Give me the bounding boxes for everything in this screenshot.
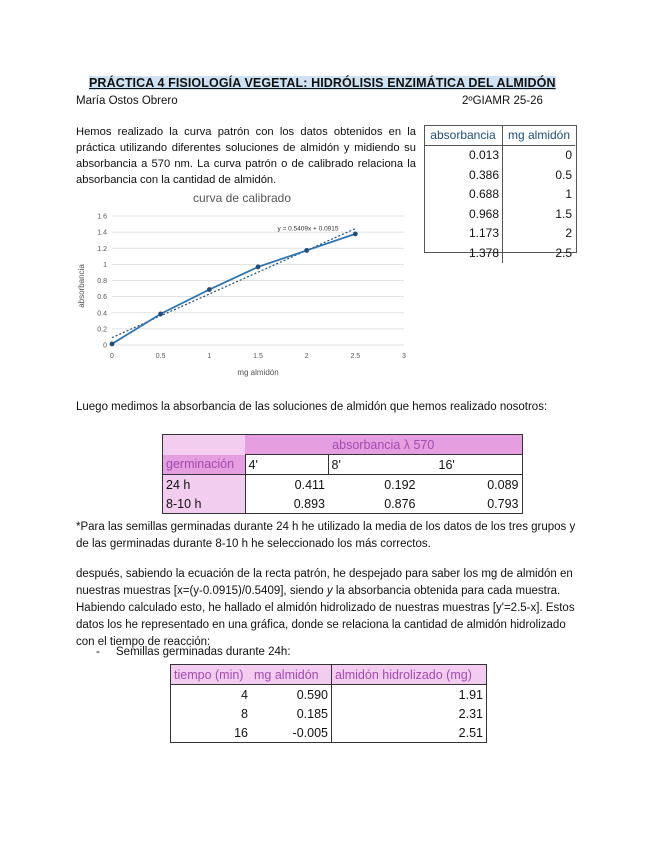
chart-y-tick-label: 1.4	[97, 229, 107, 237]
chart-y-tick-label: 0.4	[97, 310, 107, 318]
hydrolysis-cell: 0.590	[296, 687, 328, 702]
hydrolysis-cell: 8	[171, 704, 252, 723]
document-title: PRÁCTICA 4 FISIOLOGÍA VEGETAL: HIDRÓLISIS ENZIMÁTICA DEL ALMIDÓN	[89, 76, 556, 90]
hydrolysis-cell: -0.005	[251, 723, 332, 743]
calibration-starch-cell: 1	[565, 187, 572, 202]
chart-x-tick-label: 3	[402, 353, 406, 360]
germination-header: germinación	[163, 455, 246, 475]
chart-y-tick-label: 0.8	[97, 278, 107, 285]
col-header-4: 4'	[245, 455, 328, 475]
bullet-item	[96, 646, 291, 658]
chart-x-tick-label: 2	[304, 353, 309, 360]
hydrolysis-row	[171, 685, 487, 705]
bullet-text: Semillas germinadas durante 24h:	[116, 646, 291, 658]
chart-y-tick-label: 1.2	[97, 245, 107, 253]
calibration-absorbance-cell: 0.386	[424, 165, 503, 185]
chart-data-point	[353, 231, 358, 236]
calibration-row	[424, 185, 575, 205]
hydrolysis-header-starch: mg almidón	[251, 665, 332, 685]
chart-data-point	[304, 248, 309, 253]
method-italic: y	[326, 585, 333, 597]
chart-x-ticks	[110, 353, 406, 360]
chart-y-tick-label: 1	[103, 261, 107, 269]
calibration-header-starch: mg almidón	[503, 125, 576, 145]
calibration-row	[424, 243, 575, 263]
chart-y-ticks	[97, 214, 107, 350]
chart-trendline-label: y = 0.5409x + 0.0915	[277, 225, 339, 233]
chart-y-tick-label: 0	[103, 342, 107, 350]
chart-data-point	[110, 342, 115, 347]
measure-intro: Luego medimos la absorbancia de las soluciones de almidón que hemos realizado nosotros:	[76, 401, 548, 413]
chart-y-tick-label: 0.6	[97, 294, 107, 302]
chart-y-tick-label: 0.2	[97, 326, 107, 334]
hydrolysis-cell: 0.185	[296, 706, 328, 721]
footnote: *Para las semillas germinadas durante 24 h he utilizado la media de los datos de los tres grupos y de las germinadas durante 8-10 h he seleccionado los más correctos.	[76, 521, 576, 550]
absorbance-value-cell: 0.411	[245, 475, 328, 495]
hydrolysis-cell: 2.31	[332, 704, 487, 723]
col-header-16: 16'	[419, 455, 523, 475]
absorbance-value-cell: 0.089	[419, 475, 523, 495]
hydrolysis-cell: 4	[171, 685, 252, 705]
calibration-starch-cell: 2	[565, 226, 572, 241]
chart-grid	[112, 216, 404, 345]
calibration-starch-cell: 1.5	[555, 206, 572, 221]
calibration-table	[424, 125, 575, 263]
method-part2: la absorbancia obtenida para cada muestra. Habiendo calculado esto, he hallado el almidón hidrolizado de nuestras muestras [y'=2.5-x]. Estos datos los he representado en una gráfica, donde se relaciona la cantidad de almidón hidrolizado con el tiempo de reacción:	[76, 585, 575, 648]
absorbance-value-cell: 0.793	[419, 494, 523, 514]
absorbance-value-cell: 0.876	[328, 494, 419, 514]
hydrolysis-row	[171, 723, 487, 743]
chart-series-line	[112, 234, 355, 344]
calibration-absorbance-cell: 0.968	[424, 204, 503, 224]
chart-x-axis-label: mg almidón	[237, 368, 279, 377]
absorbance-row-label: 24 h	[163, 475, 246, 495]
chart-x-tick-label: 1	[207, 353, 212, 360]
hydrolysis-header-time: tiempo (min)	[171, 665, 252, 685]
chart-y-axis-label: absorbancia	[77, 264, 86, 308]
method-paragraph	[76, 566, 578, 651]
absorbance-row	[163, 475, 523, 495]
calibration-absorbance-cell: 0.013	[424, 145, 503, 165]
hydrolysis-row	[171, 704, 487, 723]
calibration-absorbance-cell: 1.173	[424, 224, 503, 244]
calibration-row	[424, 145, 575, 165]
chart-data-point	[158, 311, 163, 316]
bullet-marker: -	[96, 646, 100, 658]
intro-paragraph: Hemos realizado la curva patrón con los datos obtenidos en la práctica utilizando diferentes soluciones de almidón y midiendo su absorbancia a 570 nm. La curva patrón o de calibrado relaciona la absorbancia con la cantidad de almidón.	[76, 126, 416, 186]
chart-x-tick-label: 0.5	[155, 353, 166, 360]
absorbance-table	[162, 434, 523, 514]
author-name: María Ostos Obrero	[76, 95, 178, 107]
chart-title: curva de calibrado	[192, 191, 292, 205]
calibration-chart	[70, 186, 420, 386]
course-label: 2ºGIAMR 25-26	[462, 95, 543, 107]
absorbance-value-cell: 0.893	[245, 494, 328, 514]
calibration-row	[424, 165, 575, 185]
absorbance-row	[163, 494, 523, 514]
hydrolysis-cell: 2.51	[332, 723, 487, 743]
chart-data-point	[207, 287, 212, 292]
calibration-starch-cell: 2.5	[555, 245, 572, 260]
hydrolysis-table	[170, 664, 487, 743]
hydrolysis-cell: 1.91	[332, 685, 487, 705]
col-header-8: 8'	[328, 455, 419, 475]
absorbance-group-header: absorbancia λ 570	[245, 435, 522, 455]
hydrolysis-header-hydrolyzed: almidón hidrolizado (mg)	[332, 665, 487, 685]
method-part1: después, sabiendo la ecuación de la recta patrón, he despejado para saber los mg de almidón en nuestras muestras [x=(y-0.0915)/0.5409], siendo	[76, 568, 573, 597]
chart-x-tick-label: 0	[110, 353, 114, 360]
calibration-header-absorbance: absorbancia	[424, 125, 503, 145]
chart-y-tick-label: 1.6	[97, 213, 107, 221]
calibration-starch-cell: 0	[565, 148, 572, 163]
calibration-starch-cell: 0.5	[555, 167, 572, 182]
chart-x-tick-label: 2.5	[350, 353, 361, 360]
calibration-absorbance-cell: 0.688	[424, 185, 503, 205]
absorbance-row-label: 8-10 h	[163, 494, 246, 514]
calibration-absorbance-cell: 1.378	[424, 243, 503, 263]
calibration-row	[424, 224, 575, 244]
absorbance-value-cell: 0.192	[384, 477, 416, 492]
calibration-row	[424, 204, 575, 224]
chart-x-tick-label: 1.5	[253, 353, 263, 360]
chart-data-point	[256, 265, 261, 270]
hydrolysis-cell: 16	[171, 723, 252, 743]
absorbance-corner	[163, 435, 246, 455]
